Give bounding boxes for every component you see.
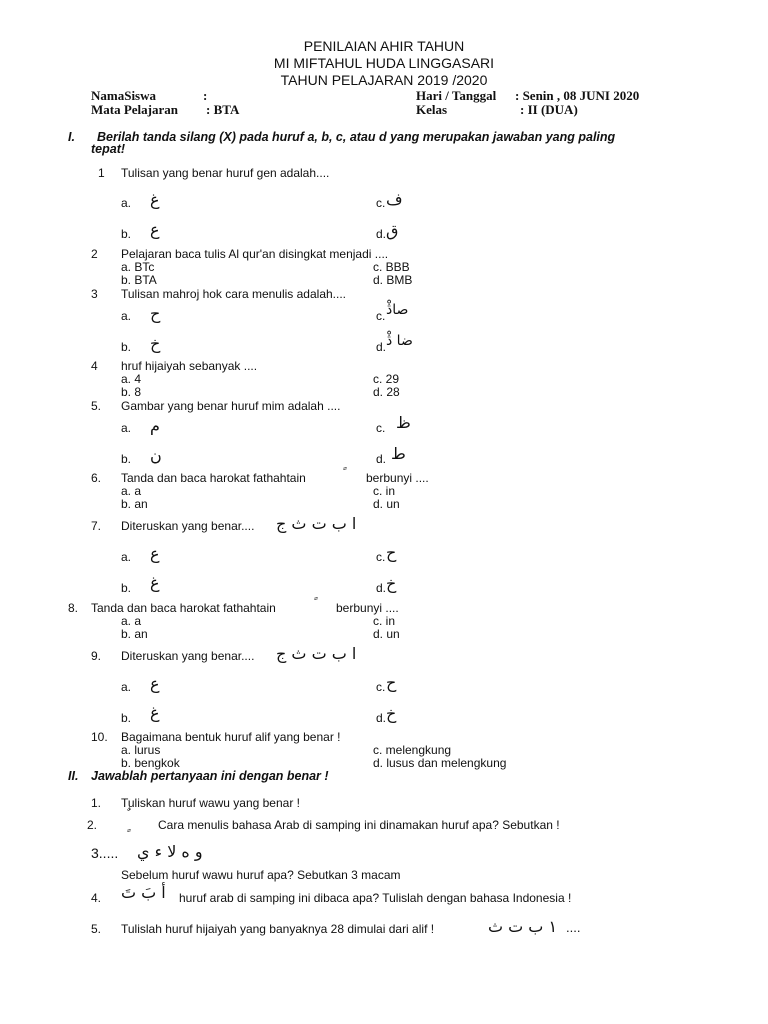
q9-option-a-arabic: ع xyxy=(150,674,160,693)
section-2-number: II. xyxy=(68,769,79,783)
q2-option-a: a. BTc xyxy=(121,260,155,274)
q9-option-d-arabic: خ xyxy=(386,704,397,723)
q9-text: Diteruskan yang benar.... xyxy=(121,649,255,663)
q5-option-b-arabic: ن xyxy=(150,446,162,465)
subject-value: : BTA xyxy=(206,102,240,117)
q1-option-d-label: d. xyxy=(376,227,387,241)
q10-option-a: a. lurus xyxy=(121,743,161,757)
q10-text: Bagaimana bentuk huruf alif yang benar ! xyxy=(121,730,341,744)
q4-text: hruf hijaiyah sebanyak .... xyxy=(121,359,258,373)
q3-text: Tulisan mahroj hok cara menulis adalah.... xyxy=(121,287,346,301)
q9-option-a-label: a. xyxy=(121,680,132,694)
q8-number: 8. xyxy=(68,601,79,615)
q7-text: Diteruskan yang benar.... xyxy=(121,519,255,533)
q3-option-a-label: a. xyxy=(121,309,132,323)
essay-5-dots: .... xyxy=(566,920,581,935)
q8-option-a: a. a xyxy=(121,614,142,628)
section-1-instruction-cont: tepat! xyxy=(91,142,126,156)
q4-option-b: b. 8 xyxy=(121,385,142,399)
q6-option-a: a. a xyxy=(121,484,142,498)
q5-text: Gambar yang benar huruf mim adalah .... xyxy=(121,399,341,413)
q10-number: 10. xyxy=(91,730,108,744)
q5-number: 5. xyxy=(91,399,102,413)
q2-option-c: c. BBB xyxy=(373,260,410,274)
q1-option-b-label: b. xyxy=(121,227,132,241)
q10-option-c: c. melengkung xyxy=(373,743,452,757)
q2-option-d: d. BMB xyxy=(373,273,413,287)
q1-option-c-arabic: ف xyxy=(386,190,403,209)
q4-number: 4 xyxy=(91,359,98,373)
q7-option-d-arabic: خ xyxy=(386,574,397,593)
essay-3-arabic: و ه لا ء ي xyxy=(137,842,203,861)
q5-option-b-label: b. xyxy=(121,452,132,466)
q3-option-a-arabic: ح xyxy=(150,304,161,323)
q5-option-d-arabic: ط xyxy=(391,444,406,463)
section-2-instruction: Jawablah pertanyaan ini dengan benar ! xyxy=(91,769,329,783)
q2-text: Pelajaran baca tulis Al qur'an disingkat menjadi .... xyxy=(121,247,389,261)
q5-option-a-label: a. xyxy=(121,421,132,435)
section-1-instruction: Berilah tanda silang (X) pada huruf a, b, c, atau d yang merupakan jawaban yang paling xyxy=(97,130,616,144)
q6-option-d: d. un xyxy=(373,497,400,511)
q3-option-b-arabic: خ xyxy=(150,334,161,353)
q8-option-c: c. in xyxy=(373,614,396,628)
q6-number: 6. xyxy=(91,471,102,485)
q8-text-cont: berbunyi .... xyxy=(336,601,399,615)
q7-number: 7. xyxy=(91,519,102,533)
essay-4-number: 4. xyxy=(91,891,102,905)
q8-text: Tanda dan baca harokat fathahtain xyxy=(91,601,276,615)
q9-number: 9. xyxy=(91,649,102,663)
q8-option-d: d. un xyxy=(373,627,400,641)
class-label: Kelas xyxy=(416,102,448,117)
essay-4-arabic: أ بَ تَ xyxy=(121,883,166,902)
q3-option-d-label: d. xyxy=(376,340,387,354)
q3-number: 3 xyxy=(91,287,98,301)
q2-option-b: b. BTA xyxy=(121,273,157,287)
essay-5-arabic: ١ ب ت ث xyxy=(488,917,558,936)
q4-option-c: c. 29 xyxy=(373,372,400,386)
q1-option-d-arabic: ق xyxy=(386,221,399,240)
q7-arabic-sequence: ا ب ت ث ج xyxy=(276,514,357,533)
q4-option-a: a. 4 xyxy=(121,372,142,386)
exam-title: PENILAIAN AHIR TAHUN xyxy=(303,38,465,54)
q9-arabic-sequence: ا ب ت ث ج xyxy=(276,644,357,663)
q2-number: 2 xyxy=(91,247,98,261)
q10-option-d: d. lusus dan melengkung xyxy=(373,756,507,770)
q9-option-b-arabic: غ xyxy=(150,703,160,722)
essay-4-text: huruf arab di samping ini dibaca apa? Tulislah dengan bahasa Indonesia ! xyxy=(179,891,572,905)
q10-option-b: b. bengkok xyxy=(121,756,180,770)
q8-option-b: b. an xyxy=(121,627,148,641)
student-name-colon: : xyxy=(203,88,208,103)
q7-option-c-arabic: ح xyxy=(386,543,397,562)
academic-year: TAHUN PELAJARAN 2019 /2020 xyxy=(280,72,488,88)
q3-option-d-arabic: ضا ڎْ xyxy=(386,333,413,349)
essay-3-text: Sebelum huruf wawu huruf apa? Sebutkan 3 macam xyxy=(121,868,401,882)
essay-3-number: 3..... xyxy=(91,845,119,861)
q1-option-c-label: c. xyxy=(376,196,386,210)
school-name: MI MIFTAHUL HUDA LINGGASARI xyxy=(273,55,495,71)
q7-option-b-arabic: غ xyxy=(150,573,160,592)
student-name-label: NamaSiswa xyxy=(91,88,157,103)
q9-option-c-label: c. xyxy=(376,680,386,694)
essay-2-number: 2. xyxy=(87,818,98,832)
q7-option-a-arabic: ع xyxy=(150,544,160,563)
q1-option-b-arabic: ع xyxy=(150,220,160,239)
q6-option-c: c. in xyxy=(373,484,396,498)
q5-option-c-label: c. xyxy=(376,421,386,435)
essay-2-text: Cara menulis bahasa Arab di samping ini dinamakan huruf apa? Sebutkan ! xyxy=(158,818,560,832)
day-date-value: : Senin , 08 JUNI 2020 xyxy=(515,88,640,103)
q3-option-c-arabic: صاڎْ xyxy=(386,302,409,318)
q7-option-d-label: d. xyxy=(376,581,387,595)
q9-option-d-label: d. xyxy=(376,711,387,725)
class-value: : II (DUA) xyxy=(520,102,578,117)
q4-option-d: d. 28 xyxy=(373,385,400,399)
day-date-label: Hari / Tanggal xyxy=(416,88,497,103)
q9-option-c-arabic: ح xyxy=(386,673,397,692)
subject-label: Mata Pelajaran xyxy=(91,102,179,117)
essay-1-number: 1. xyxy=(91,796,102,810)
q5-option-d-label: d. xyxy=(376,452,387,466)
q1-option-a-arabic: غ xyxy=(150,190,160,209)
q6-option-b: b. an xyxy=(121,497,148,511)
q1-option-a-label: a. xyxy=(121,196,132,210)
q9-option-b-label: b. xyxy=(121,711,132,725)
essay-1-text: Tuliskan huruf wawu yang benar ! xyxy=(121,796,300,810)
q5-option-c-arabic: ظ xyxy=(396,413,411,432)
q6-text: Tanda dan baca harokat fathahtain xyxy=(121,471,306,485)
essay-5-text: Tulislah huruf hijaiyah yang banyaknya 28 dimulai dari alif ! xyxy=(121,922,435,936)
q5-option-a-arabic: م xyxy=(150,416,160,435)
q7-option-b-label: b. xyxy=(121,581,132,595)
q3-option-c-label: c. xyxy=(376,309,386,323)
q3-option-b-label: b. xyxy=(121,340,132,354)
q6-text-cont: berbunyi .... xyxy=(366,471,429,485)
section-1-number: I. xyxy=(68,130,75,144)
q1-number: 1 xyxy=(98,166,105,180)
q7-option-c-label: c. xyxy=(376,550,386,564)
essay-5-number: 5. xyxy=(91,922,102,936)
q1-text: Tulisan yang benar huruf gen adalah.... xyxy=(121,166,330,180)
q7-option-a-label: a. xyxy=(121,550,132,564)
